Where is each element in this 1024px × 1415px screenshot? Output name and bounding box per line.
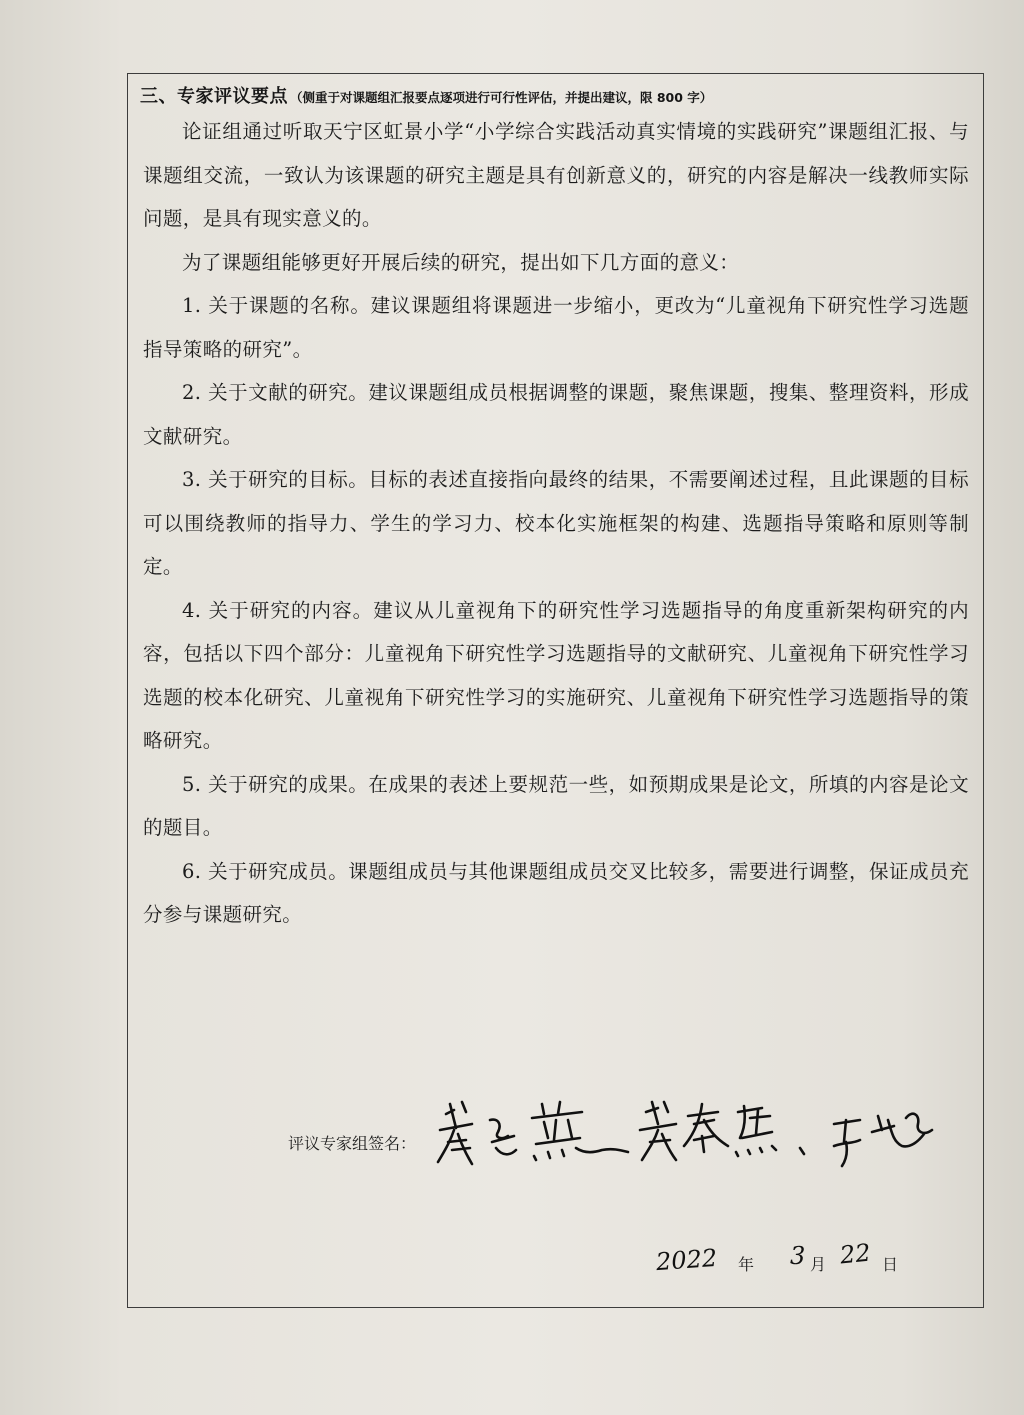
paragraph-intro: 论证组通过听取天宁区虹景小学“小学综合实践活动真实情境的实践研究”课题组汇报、与课题组交流，一致认为该课题的研究主题是具有创新意义的，研究的内容是解决一线教师实际问题，是具有现实意义的。 bbox=[143, 120, 969, 230]
paragraph-item-3: 3. 关于研究的目标。目标的表述直接指向最终的结果，不需要阐述过程，且此课题的目标可以围绕教师的指导力、学生的学习力、校本化实施框架的构建、选题指导策略和原则等制定。 bbox=[143, 468, 969, 578]
paragraph-item-5: 5. 关于研究的成果。在成果的表述上要规范一些，如预期成果是论文，所填的内容是论文的题目。 bbox=[143, 772, 969, 839]
signature-label: 评议专家组签名： bbox=[288, 1134, 417, 1153]
date-day-unit: 日 bbox=[882, 1255, 899, 1274]
section-note: （侧重于对课题组汇报要点逐项进行可行性评估，并提出建议，限 800 字） bbox=[290, 90, 713, 105]
date-year-unit: 年 bbox=[738, 1255, 755, 1274]
date-day: 22 bbox=[838, 1238, 872, 1270]
paragraph-item-6: 6. 关于研究成员。课题组成员与其他课题组成员交叉比较多，需要进行调整，保证成员充分参与课题研究。 bbox=[143, 859, 969, 926]
paragraph-item-2: 2. 关于文献的研究。建议课题组成员根据调整的课题，聚焦课题，搜集、整理资料，形成文献研究。 bbox=[143, 381, 969, 448]
review-body bbox=[143, 110, 969, 937]
paragraph-item-1: 1. 关于课题的名称。建议课题组将课题进一步缩小，更改为“儿童视角下研究性学习选题指导策略的研究”。 bbox=[143, 294, 969, 361]
paragraph-item-4: 4. 关于研究的内容。建议从儿童视角下的研究性学习选题指导的角度重新架构研究的内容，包括以下四个部分：儿童视角下研究性学习选题指导的文献研究、儿童视角下研究性学习选题的校本化研究、儿童视角下研究性学习的实施研究、儿童视角下研究性学习选题指导的策略研究。 bbox=[143, 598, 969, 752]
date-month-unit: 月 bbox=[810, 1255, 827, 1274]
date-year: 2022 bbox=[655, 1243, 718, 1277]
signature-1 bbox=[438, 1102, 628, 1164]
signature-3 bbox=[834, 1114, 932, 1166]
date-row bbox=[650, 1236, 910, 1276]
paragraph-lead: 为了课题组能够更好开展后续的研究，提出如下几方面的意义： bbox=[182, 250, 740, 274]
date-month: 3 bbox=[790, 1242, 806, 1270]
section-heading bbox=[140, 82, 960, 108]
handwritten-signatures bbox=[432, 1090, 962, 1180]
section-title: 三、专家评议要点 bbox=[140, 86, 288, 107]
signature-2 bbox=[640, 1102, 804, 1160]
